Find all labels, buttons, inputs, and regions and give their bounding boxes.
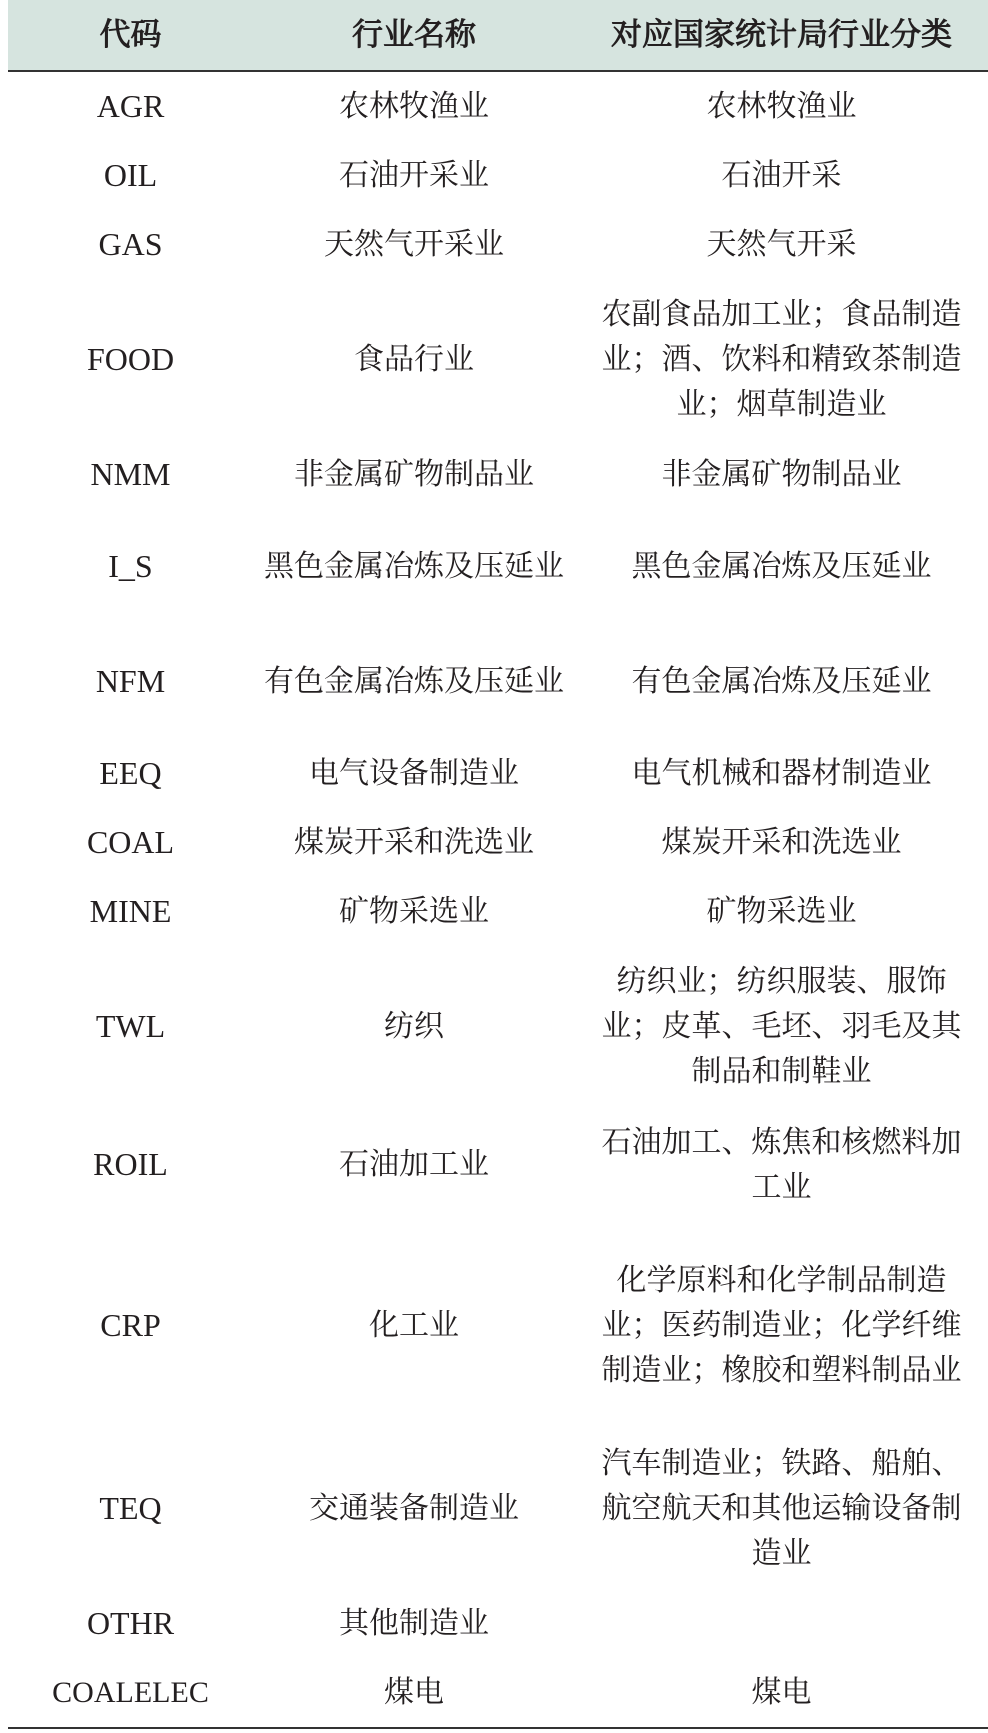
row-name: 矿物采选业 — [339, 894, 489, 929]
industry-table — [8, 0, 988, 1729]
table-row — [8, 279, 988, 440]
row-code: COALELEC — [52, 1676, 209, 1709]
table-row — [8, 946, 988, 1107]
table-row — [8, 1428, 988, 1589]
header-industry-name: 行业名称 — [352, 16, 476, 53]
row-code: ROIL — [93, 1146, 168, 1182]
table-row — [8, 141, 988, 210]
row-nbs: 矿物采选业 — [706, 894, 857, 929]
row-code: TWL — [95, 1008, 166, 1044]
row-name: 电气设备制造业 — [309, 756, 519, 791]
row-name: 纺织 — [384, 1009, 444, 1044]
row-nbs: 石油开采 — [721, 158, 842, 193]
table-row — [8, 739, 988, 808]
row-nbs: 纺织业；纺织服装、服饰业；皮革、毛坯、羽毛及其制品和制鞋业 — [601, 964, 962, 1089]
header-nbs-classification: 对应国家统计局行业分类 — [611, 16, 952, 53]
row-code: OTHR — [86, 1605, 175, 1641]
table-row — [8, 440, 988, 509]
row-name: 石油开采业 — [339, 158, 489, 193]
row-nbs: 非金属矿物制品业 — [661, 457, 902, 492]
row-name: 煤电 — [384, 1675, 444, 1710]
row-code: CRP — [100, 1306, 161, 1343]
row-code: GAS — [98, 226, 163, 262]
row-nbs: 黑色金属冶炼及压延业 — [631, 549, 932, 584]
row-code: TEQ — [99, 1490, 162, 1526]
row-name: 化工业 — [369, 1307, 459, 1343]
row-name: 食品行业 — [354, 342, 474, 377]
row-nbs: 汽车制造业；铁路、船舶、航空航天和其他运输设备制造业 — [601, 1446, 962, 1571]
row-nbs: 煤电 — [751, 1675, 812, 1710]
row-code: OIL — [103, 157, 158, 193]
table-row — [8, 877, 988, 946]
row-name: 天然气开采业 — [324, 227, 504, 262]
row-nbs: 农副食品加工业；食品制造业；酒、饮料和精致茶制造业；烟草制造业 — [601, 297, 962, 422]
row-name: 交通装备制造业 — [309, 1491, 519, 1526]
row-code: NFM — [95, 663, 166, 699]
row-code: AGR — [96, 88, 165, 124]
row-nbs: 天然气开采 — [706, 227, 857, 262]
row-nbs: 化学原料和化学制品制造业；医药制造业；化学纤维制造业；橡胶和塑料制品业 — [601, 1262, 962, 1388]
row-nbs: 石油加工、炼焦和核燃料加工业 — [601, 1124, 962, 1205]
table-row — [8, 210, 988, 279]
row-nbs: 有色金属冶炼及压延业 — [631, 664, 932, 699]
row-code: COAL — [86, 824, 175, 860]
table-row — [8, 509, 988, 624]
table-header — [8, 0, 988, 72]
row-name: 有色金属冶炼及压延业 — [264, 664, 564, 699]
table-bottom-rule — [8, 1727, 988, 1729]
row-name: 煤炭开采和洗选业 — [294, 825, 534, 860]
table-row — [8, 624, 988, 739]
row-code: I_S — [108, 548, 153, 584]
row-code: MINE — [89, 893, 172, 929]
row-code: EEQ — [99, 755, 162, 791]
table-row — [8, 1107, 988, 1222]
row-name: 其他制造业 — [339, 1606, 489, 1641]
row-name: 农林牧渔业 — [339, 89, 489, 124]
row-code: FOOD — [86, 341, 175, 377]
row-nbs: 电气机械和器材制造业 — [631, 756, 932, 791]
table-row — [8, 1658, 988, 1727]
row-name: 石油加工业 — [339, 1147, 489, 1182]
table-row — [8, 72, 988, 141]
row-name: 非金属矿物制品业 — [294, 457, 534, 492]
row-nbs: 农林牧渔业 — [706, 89, 857, 124]
row-name: 黑色金属冶炼及压延业 — [264, 549, 564, 584]
table-row — [8, 1222, 988, 1428]
row-code: NMM — [90, 456, 171, 492]
header-code: 代码 — [99, 16, 162, 53]
table-row — [8, 808, 988, 877]
row-nbs: 煤炭开采和洗选业 — [661, 825, 902, 860]
table-row — [8, 1589, 988, 1658]
